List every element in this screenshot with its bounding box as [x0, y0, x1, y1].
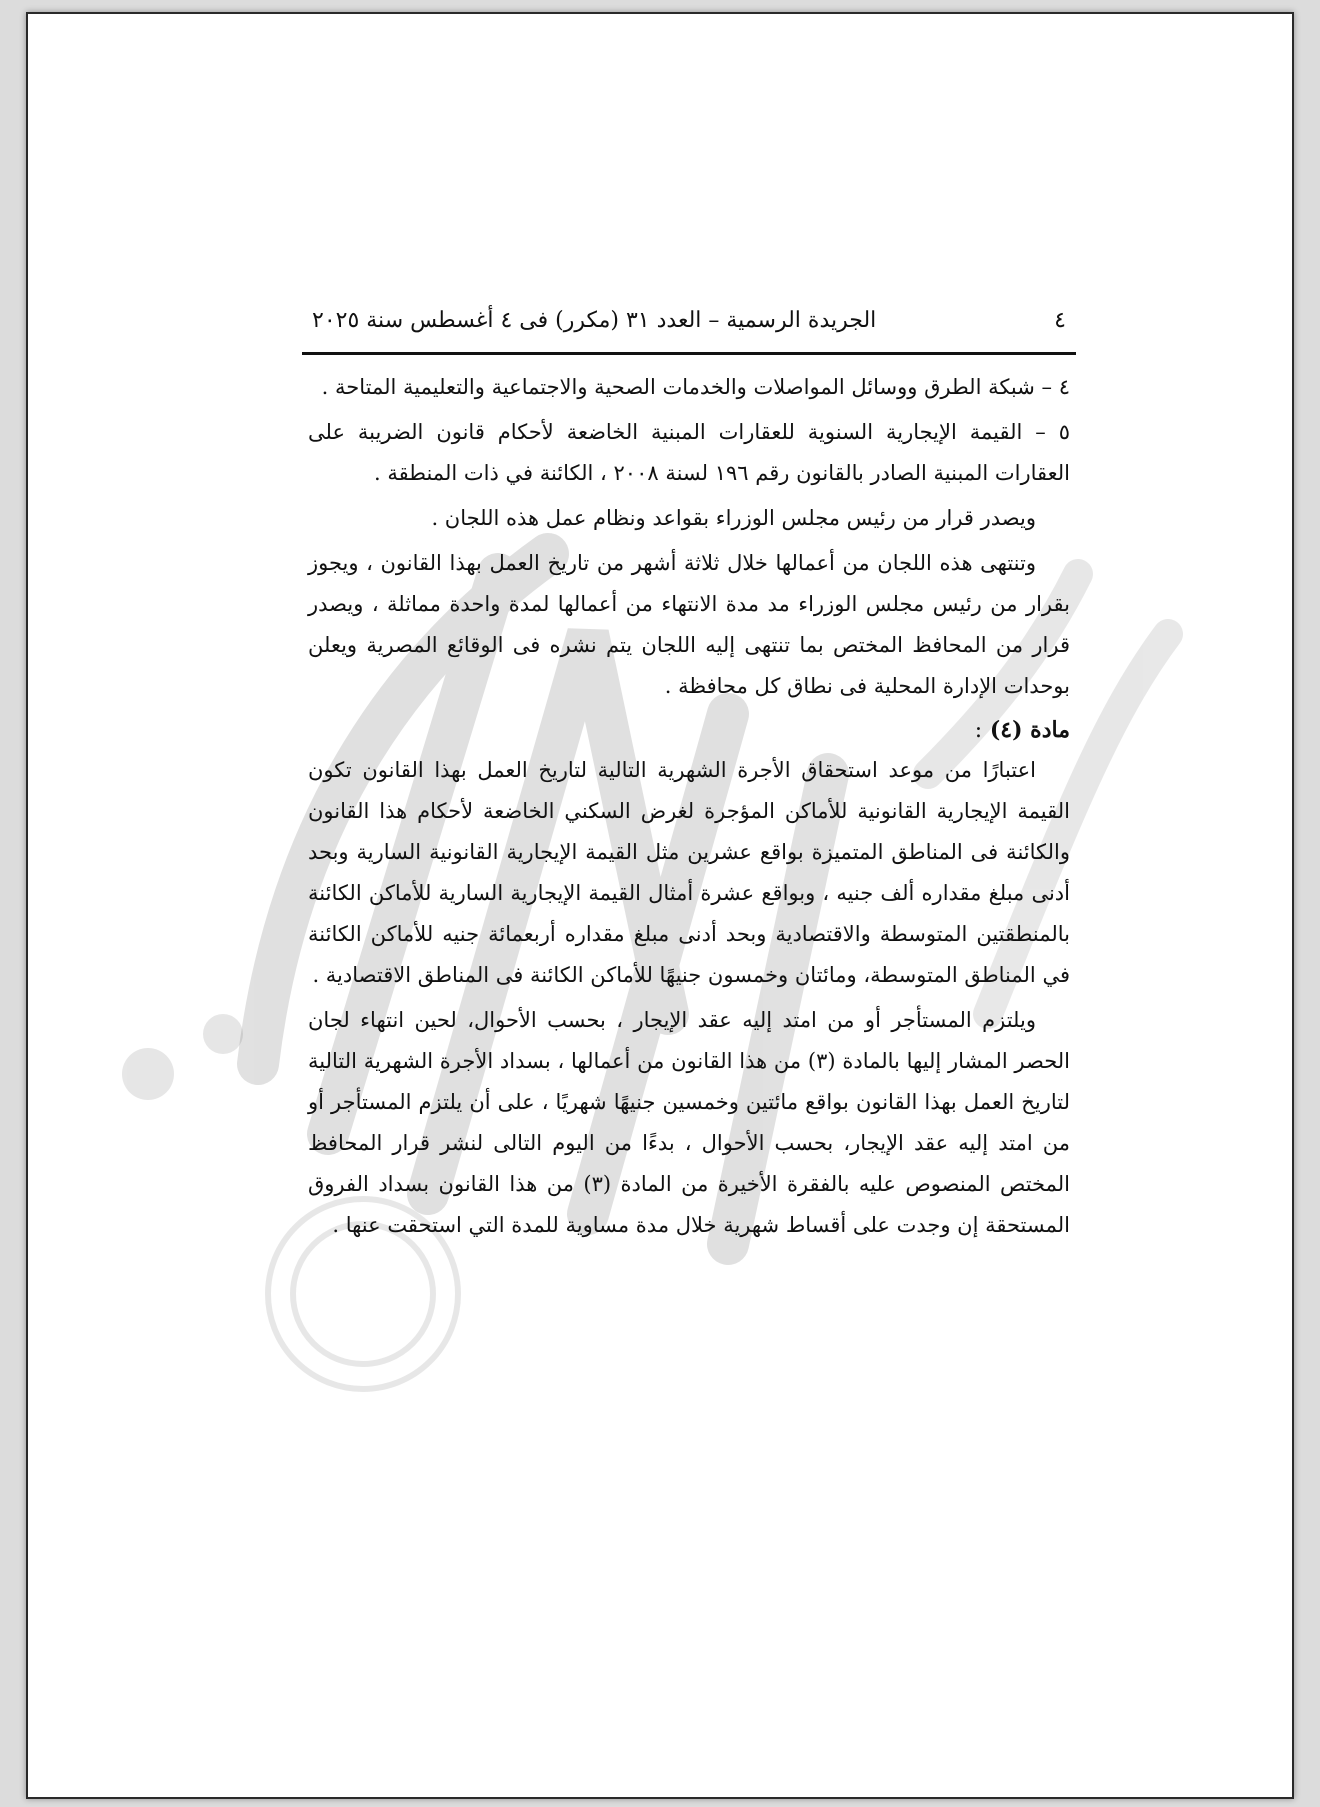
paragraph: ويصدر قرار من رئيس مجلس الوزراء بقواعد ونظام عمل هذه اللجان .	[431, 506, 1036, 530]
document-page	[26, 12, 1294, 1799]
page-content	[308, 300, 1070, 1250]
paragraph: وتنتهى هذه اللجان من أعمالها خلال ثلاثة أشهر من تاريخ العمل بهذا القانون ، ويجوز بقرار من رئيس مجلس الوزراء مد مدة الانتهاء من أعمالها لمدة واحدة مماثلة ، ويصدر قرار من المحافظ المختص بما تنتهى إليه اللجان يتم نشره فى الوقائع المصرية ويعلن بوحدات الإدارة المحلية فى نطاق كل محافظة .	[308, 551, 1070, 698]
article-suffix: :	[974, 718, 983, 743]
list-item: ٤ – شبكة الطرق ووسائل المواصلات والخدمات الصحية والاجتماعية والتعليمية المتاحة .	[321, 375, 1070, 399]
paragraph: اعتبارًا من موعد استحقاق الأجرة الشهرية التالية لتاريخ العمل بهذا القانون تكون القيمة الإيجارية القانونية للأماكن المؤجرة لغرض السكني الخاضعة لأحكام هذا القانون والكائنة فى المناطق المتميزة بواقع عشرين مثل القيمة الإيجارية القانونية السارية وبحد أدنى مبلغ مقداره ألف جنيه ، وبواقع عشرة أمثال القيمة الإيجارية السارية للأماكن الكائنة بالمنطقتين المتوسطة والاقتصادية وبحد أدنى مبلغ مقداره أربعمائة جنيه للأماكن الكائنة في المناطق المتوسطة، ومائتان وخمسون جنيهًا للأماكن الكائنة فى المناطق الاقتصادية .	[308, 758, 1070, 987]
gazette-title: الجريدة الرسمية – العدد ٣١ (مكرر) فى ٤ أغسطس سنة ٢٠٢٥	[312, 307, 877, 333]
paragraph: ويلتزم المستأجر أو من امتد إليه عقد الإيجار ، بحسب الأحوال، لحين انتهاء لجان الحصر المشار إليها بالمادة (٣) من هذا القانون من أعمالها ، بسداد الأجرة الشهرية التالية لتاريخ العمل بهذا القانون بواقع مائتين وخمسين جنيهًا شهريًا ، على أن يلتزم المستأجر أو من امتد إليه عقد الإيجار، بحسب الأحوال ، بدءًا من اليوم التالى لنشر قرار المحافظ المختص المنصوص عليه بالفقرة الأخيرة من المادة (٣) من هذا القانون بسداد الفروق المستحقة إن وجدت على أقساط شهرية خلال مدة مساوية للمدة التي استحقت عنها .	[308, 1008, 1071, 1237]
list-item: ٥ – القيمة الإيجارية السنوية للعقارات المبنية الخاضعة لأحكام قانون الضريبة على العقارات المبنية الصادر بالقانون رقم ١٩٦ لسنة ٢٠٠٨ ، الكائنة في ذات المنطقة .	[308, 420, 1070, 485]
header-rule	[302, 352, 1076, 355]
page-number: ٤	[1054, 307, 1066, 333]
article-heading	[308, 711, 1070, 750]
page-header	[308, 300, 1070, 348]
article-label: مادة (٤)	[989, 717, 1070, 743]
